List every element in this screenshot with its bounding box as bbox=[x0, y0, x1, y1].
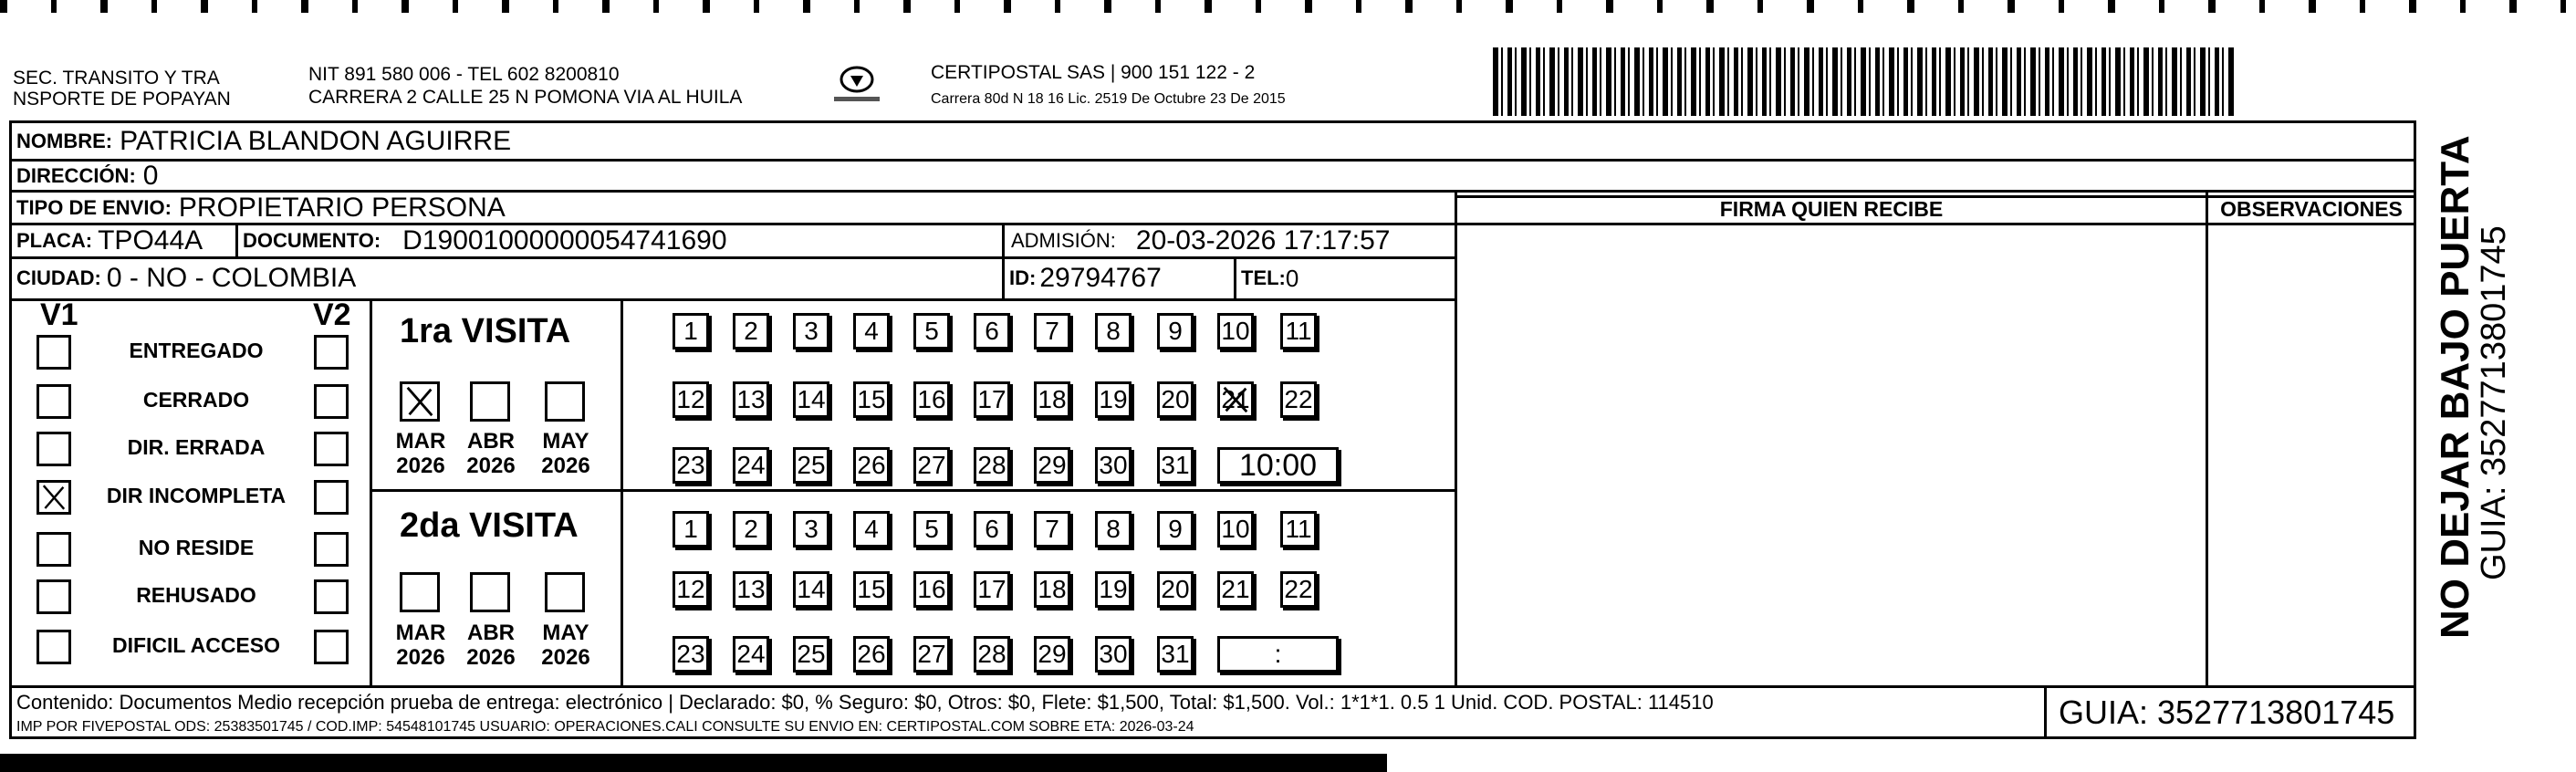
second-visit-title: 2da VISITA bbox=[400, 506, 579, 545]
status-label: NO RESIDE bbox=[138, 536, 255, 559]
placa-row bbox=[16, 224, 203, 256]
day-box[interactable]: 27 bbox=[913, 447, 950, 484]
tipo-label: TIPO DE ENVIO: bbox=[16, 195, 172, 219]
v2-checkbox[interactable] bbox=[314, 480, 349, 515]
status-label: DIR INCOMPLETA bbox=[106, 484, 287, 507]
v2-label: V2 bbox=[313, 297, 351, 332]
day-box[interactable]: 13 bbox=[733, 381, 769, 418]
status-label: DIR. ERRADA bbox=[127, 435, 266, 459]
direccion-row bbox=[16, 161, 158, 191]
day-box[interactable]: 1 bbox=[673, 511, 709, 548]
day-box[interactable]: 25 bbox=[793, 447, 829, 484]
day-box[interactable]: 20 bbox=[1157, 571, 1194, 608]
license-line: Carrera 80d N 18 16 Lic. 2519 De Octubre 23 De 2015 bbox=[931, 91, 1286, 107]
v1-checkbox[interactable] bbox=[37, 630, 71, 664]
imp-line: IMP POR FIVEPOSTAL ODS: 25383501745 / COD.IMP: 54548101745 USUARIO: OPERACIONES.CALI CONSULTE SU ENVIO EN: CERTIPOSTAL.COM SOBRE ETA: 2026-03-24 bbox=[16, 719, 1194, 735]
day-box[interactable]: 15 bbox=[853, 381, 890, 418]
first-visit-title: 1ra VISITA bbox=[400, 312, 571, 350]
day-box[interactable]: 15 bbox=[853, 571, 890, 608]
month-label: MAR 2026 bbox=[395, 429, 446, 478]
day-box[interactable]: 21 bbox=[1217, 571, 1254, 608]
v1-checkbox[interactable] bbox=[37, 480, 71, 515]
day-box[interactable]: 3 bbox=[793, 511, 829, 548]
tel-label: TEL: bbox=[1241, 266, 1286, 289]
day-box[interactable]: 27 bbox=[913, 636, 950, 673]
sender-line-2: NSPORTE DE POPAYAN bbox=[13, 89, 231, 110]
day-box[interactable]: 29 bbox=[1034, 636, 1070, 673]
day-box[interactable]: 12 bbox=[673, 571, 709, 608]
day-box[interactable]: 17 bbox=[974, 381, 1010, 418]
v2-checkbox[interactable] bbox=[314, 532, 349, 567]
day-box[interactable]: 29 bbox=[1034, 447, 1070, 484]
firma-header: FIRMA QUIEN RECIBE bbox=[1719, 197, 1944, 221]
month-checkbox[interactable] bbox=[545, 381, 585, 422]
day-box[interactable]: 25 bbox=[793, 636, 829, 673]
nombre-value: PATRICIA BLANDON AGUIRRE bbox=[120, 126, 512, 156]
time-box[interactable]: : bbox=[1217, 636, 1339, 673]
v2-checkbox[interactable] bbox=[314, 384, 349, 419]
tel-row bbox=[1241, 258, 1298, 298]
day-box[interactable]: 10 bbox=[1217, 313, 1254, 349]
day-box[interactable]: 4 bbox=[853, 313, 890, 349]
day-box[interactable]: 11 bbox=[1280, 313, 1317, 349]
v1-checkbox[interactable] bbox=[37, 532, 71, 567]
month-label: MAR 2026 bbox=[395, 621, 446, 670]
placa-label: PLACA: bbox=[16, 228, 93, 252]
day-box[interactable]: 21 bbox=[1217, 381, 1254, 418]
certipostal-logo bbox=[827, 64, 887, 108]
contents-line: Contenido: Documentos Medio recepción prueba de entrega: electrónico | Declarado: $0, % Seguro: $0, Otros: $0, Flete: $1,500, Total: $1,500. Vol.: 1*1*1. 0.5 1 Unid. COD. POSTAL: 114510 bbox=[16, 691, 1714, 714]
month-label: MAY 2026 bbox=[541, 429, 590, 478]
month-checkbox[interactable] bbox=[545, 572, 585, 612]
day-box[interactable]: 13 bbox=[733, 571, 769, 608]
day-box[interactable]: 19 bbox=[1095, 571, 1132, 608]
v1-checkbox[interactable] bbox=[37, 432, 71, 466]
v2-checkbox[interactable] bbox=[314, 579, 349, 614]
time-box[interactable]: 10:00 bbox=[1217, 447, 1339, 484]
company-line: CERTIPOSTAL SAS | 900 151 122 - 2 bbox=[931, 62, 1256, 83]
perforation-strip bbox=[0, 0, 2576, 13]
day-box[interactable]: 23 bbox=[673, 447, 709, 484]
day-box[interactable]: 5 bbox=[913, 511, 950, 548]
month-checkbox[interactable] bbox=[470, 381, 510, 422]
month-checkbox[interactable] bbox=[400, 572, 440, 612]
v2-checkbox[interactable] bbox=[314, 432, 349, 466]
day-box[interactable]: 7 bbox=[1034, 511, 1070, 548]
day-box[interactable]: 6 bbox=[974, 511, 1010, 548]
day-box[interactable]: 18 bbox=[1034, 381, 1070, 418]
v2-checkbox[interactable] bbox=[314, 335, 349, 370]
direccion-value: 0 bbox=[142, 160, 159, 191]
day-box[interactable]: 10 bbox=[1217, 511, 1254, 548]
side-title: NO DEJAR BAJO PUERTA bbox=[2433, 135, 2477, 639]
day-box[interactable]: 14 bbox=[793, 381, 829, 418]
observaciones-header: OBSERVACIONES bbox=[2220, 197, 2403, 221]
month-label: MAY 2026 bbox=[541, 621, 590, 670]
day-box[interactable]: 31 bbox=[1157, 636, 1194, 673]
day-box[interactable]: 26 bbox=[853, 447, 890, 484]
day-box[interactable]: 5 bbox=[913, 313, 950, 349]
day-box[interactable]: 8 bbox=[1095, 313, 1132, 349]
tipo-value: PROPIETARIO PERSONA bbox=[178, 192, 506, 223]
barcode bbox=[1493, 47, 2236, 116]
day-box[interactable]: 6 bbox=[974, 313, 1010, 349]
v2-checkbox[interactable] bbox=[314, 630, 349, 664]
direccion-label: DIRECCIÓN: bbox=[16, 163, 136, 187]
id-value: 29794767 bbox=[1039, 263, 1162, 293]
day-box[interactable]: 30 bbox=[1095, 447, 1132, 484]
day-box[interactable]: 24 bbox=[733, 636, 769, 673]
day-box[interactable]: 22 bbox=[1280, 381, 1317, 418]
tipo-row bbox=[16, 192, 506, 224]
status-label: ENTREGADO bbox=[129, 339, 264, 362]
day-box[interactable]: 9 bbox=[1157, 313, 1194, 349]
day-box[interactable]: 23 bbox=[673, 636, 709, 673]
month-checkbox[interactable] bbox=[470, 572, 510, 612]
documento-row bbox=[243, 224, 727, 256]
day-box[interactable]: 9 bbox=[1157, 511, 1194, 548]
day-box[interactable]: 12 bbox=[673, 381, 709, 418]
tel-value: 0 bbox=[1285, 264, 1299, 292]
id-label: ID: bbox=[1009, 266, 1037, 289]
day-box[interactable]: 7 bbox=[1034, 313, 1070, 349]
placa-value: TPO44A bbox=[98, 224, 203, 256]
day-box[interactable]: 4 bbox=[853, 511, 890, 548]
id-row bbox=[1009, 258, 1162, 298]
day-box[interactable]: 16 bbox=[913, 381, 950, 418]
sender-line-1: SEC. TRANSITO Y TRA bbox=[13, 68, 220, 89]
day-box[interactable]: 28 bbox=[974, 447, 1010, 484]
day-box[interactable]: 18 bbox=[1034, 571, 1070, 608]
ciudad-label: CIUDAD: bbox=[16, 266, 101, 289]
documento-value: D19001000000054741690 bbox=[402, 224, 727, 256]
footer-guia: GUIA: 3527713801745 bbox=[2059, 694, 2395, 731]
day-box[interactable]: 30 bbox=[1095, 636, 1132, 673]
admision-label: ADMISIÓN: bbox=[1011, 228, 1116, 252]
nombre-row bbox=[16, 123, 511, 160]
day-box[interactable]: 1 bbox=[673, 313, 709, 349]
address-line: CARRERA 2 CALLE 25 N POMONA VIA AL HUILA bbox=[308, 87, 743, 108]
day-box[interactable]: 28 bbox=[974, 636, 1010, 673]
day-box[interactable]: 8 bbox=[1095, 511, 1132, 548]
nit-line: NIT 891 580 006 - TEL 602 8200810 bbox=[308, 64, 620, 85]
day-box[interactable]: 20 bbox=[1157, 381, 1194, 418]
v1-checkbox[interactable] bbox=[37, 384, 71, 419]
day-box[interactable]: 26 bbox=[853, 636, 890, 673]
month-label: ABR 2026 bbox=[466, 429, 516, 478]
admision-value: 20-03-2026 17:17:57 bbox=[1135, 224, 1391, 256]
month-checkbox[interactable] bbox=[400, 381, 440, 422]
status-label: CERRADO bbox=[142, 388, 250, 412]
month-label: ABR 2026 bbox=[466, 621, 516, 670]
side-guia: GUIA: 3527713801745 bbox=[2475, 225, 2513, 580]
day-box[interactable]: 2 bbox=[733, 511, 769, 548]
v1-label: V1 bbox=[40, 297, 78, 332]
ciudad-row bbox=[16, 258, 356, 298]
day-box[interactable]: 19 bbox=[1095, 381, 1132, 418]
status-label: DIFICIL ACCESO bbox=[111, 633, 280, 657]
day-box[interactable]: 16 bbox=[913, 571, 950, 608]
day-box[interactable]: 11 bbox=[1280, 511, 1317, 548]
day-box[interactable]: 14 bbox=[793, 571, 829, 608]
documento-label: DOCUMENTO: bbox=[243, 228, 381, 252]
day-box[interactable]: 22 bbox=[1280, 571, 1317, 608]
ciudad-value: 0 - NO - COLOMBIA bbox=[106, 263, 357, 293]
day-box[interactable]: 17 bbox=[974, 571, 1010, 608]
v1-checkbox[interactable] bbox=[37, 579, 71, 614]
day-box[interactable]: 31 bbox=[1157, 447, 1194, 484]
admision-row bbox=[1011, 224, 1390, 256]
day-box[interactable]: 3 bbox=[793, 313, 829, 349]
bottom-edge bbox=[0, 754, 1387, 772]
status-label: REHUSADO bbox=[136, 583, 256, 607]
nombre-label: NOMBRE: bbox=[16, 130, 113, 152]
v1-checkbox[interactable] bbox=[37, 335, 71, 370]
day-box[interactable]: 24 bbox=[733, 447, 769, 484]
day-box[interactable]: 2 bbox=[733, 313, 769, 349]
